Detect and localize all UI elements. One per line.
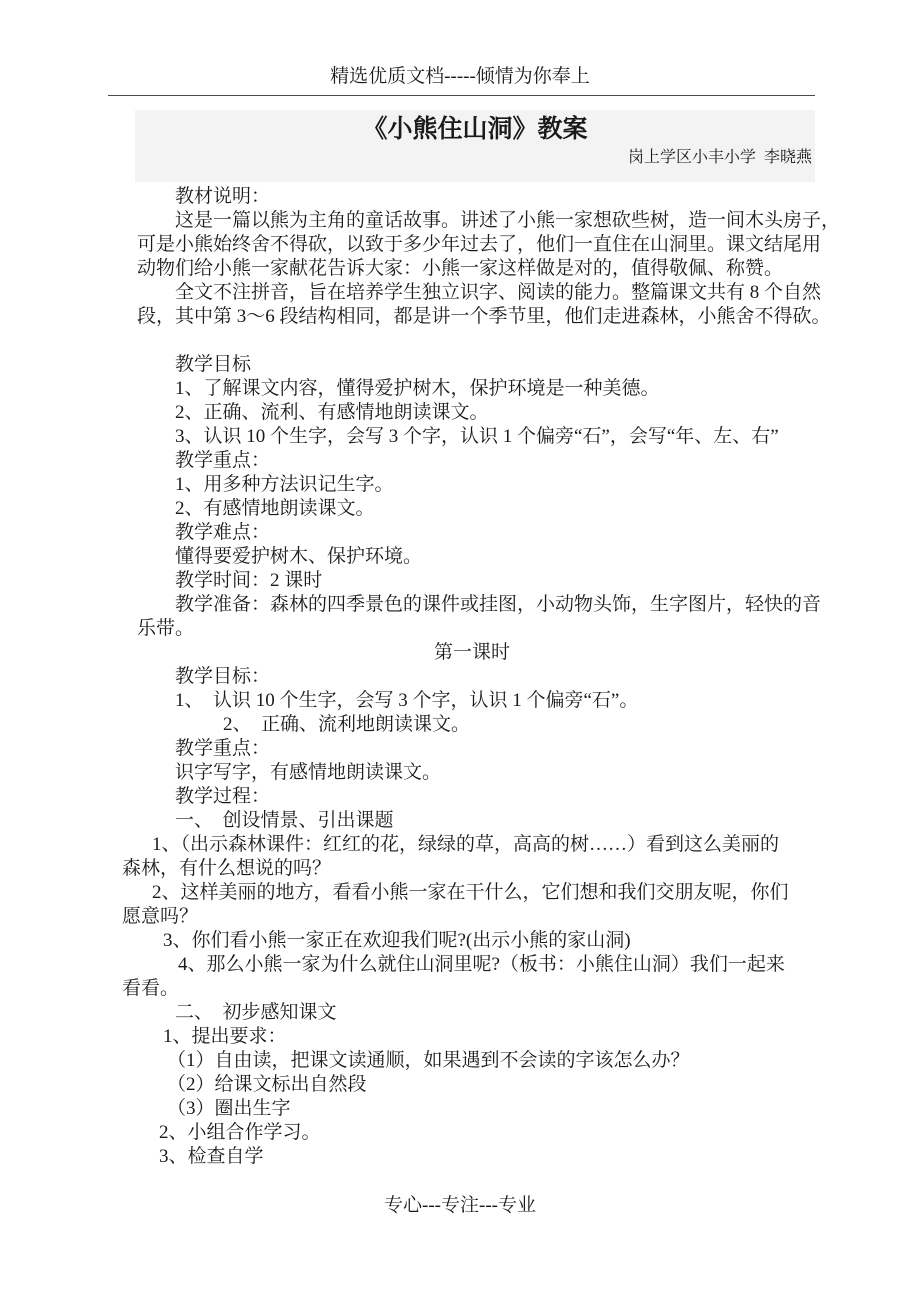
body-line: 4、那么小熊一家为什么就住山洞里呢?（板书：小熊住山洞）我们一起来 xyxy=(178,954,785,975)
body-line: 1、（出示森林课件：红红的花，绿绿的草，高高的树……）看到这么美丽的 xyxy=(152,834,780,855)
body-line: 1、提出要求： xyxy=(163,1026,287,1047)
document-title: 《小熊住山洞》教案 xyxy=(362,116,588,143)
body-line: 1、用多种方法识记生字。 xyxy=(175,474,394,495)
body-line: 教学目标 xyxy=(175,354,252,375)
body-line: 二、 初步感知课文 xyxy=(175,1002,337,1023)
body-line: 1、 认识 10 个生字，会写 3 个字，认识 1 个偏旁“石”。 xyxy=(175,690,639,711)
body-line: 2、 正确、流利地朗读课文。 xyxy=(223,714,471,735)
header-divider xyxy=(108,95,815,96)
page-footer-slogan: 专心---专注---专业 xyxy=(384,1195,536,1216)
body-line: 森林，有什么想说的吗？ xyxy=(122,858,332,879)
body-line: （3）圈出生字 xyxy=(167,1098,291,1119)
author-line: 岗上学区小丰小学 李晓燕 xyxy=(627,149,812,166)
title-block xyxy=(135,110,815,182)
body-line: 可是小熊始终舍不得砍，以致于多少年过去了，他们一直住在山洞里。课文结尾用 xyxy=(137,234,822,255)
body-line: （1）自由读，把课文读通顺，如果遇到不会读的字该怎么办？ xyxy=(167,1050,690,1071)
body-line: 这是一篇以熊为主角的童话故事。讲述了小熊一家想砍些树，造一间木头房子， xyxy=(175,210,841,231)
body-line: 看看。 xyxy=(122,978,180,999)
body-line: 教材说明： xyxy=(175,186,271,207)
body-line: 教学重点： xyxy=(175,450,271,471)
page-header-slogan: 精选优质文档-----倾情为你奉上 xyxy=(330,66,590,87)
body-line: 全文不注拼音，旨在培养学生独立识字、阅读的能力。整篇课文共有 8 个自然 xyxy=(175,282,822,303)
body-line: 2、这样美丽的地方，看看小熊一家在干什么，它们想和我们交朋友呢，你们 xyxy=(152,882,789,903)
body-line: 一、 创设情景、引出课题 xyxy=(175,810,394,831)
body-line: 动物们给小熊一家献花告诉大家：小熊一家这样做是对的，值得敬佩、称赞。 xyxy=(137,258,784,279)
body-line xyxy=(122,329,822,353)
body-line: 1、了解课文内容，懂得爱护树木，保护环境是一种美德。 xyxy=(175,378,660,399)
body-line: 教学过程： xyxy=(175,786,271,807)
body-line: 2、有感情地朗读课文。 xyxy=(175,498,375,519)
body-line: 3、检查自学 xyxy=(159,1146,264,1167)
body-line: 3、认识 10 个生字，会写 3 个字，认识 1 个偏旁“石”，会写“年、左、右” xyxy=(175,426,779,447)
body-line: 懂得要爱护树木、保护环境。 xyxy=(175,546,423,567)
body-line: 识字写字，有感情地朗读课文。 xyxy=(175,762,442,783)
body-line: 教学难点： xyxy=(175,522,271,543)
body-line: 教学时间：2 课时 xyxy=(175,570,323,591)
body-line: 乐带。 xyxy=(137,618,195,639)
body-line: 愿意吗？ xyxy=(122,906,199,927)
body-line: 段，其中第 3～6 段结构相同，都是讲一个季节里，他们走进森林，小熊舍不得砍。 xyxy=(137,306,831,327)
body-line: 第一课时 xyxy=(433,642,510,663)
body-line: （2）给课文标出自然段 xyxy=(167,1074,367,1095)
document-body xyxy=(122,185,841,1169)
body-line: 教学重点： xyxy=(175,738,271,759)
body-line: 2、正确、流利、有感情地朗读课文。 xyxy=(175,402,489,423)
body-line: 3、你们看小熊一家正在欢迎我们呢?(出示小熊的家山洞) xyxy=(163,930,631,951)
body-line: 2、小组合作学习。 xyxy=(159,1122,321,1143)
body-line: 教学目标： xyxy=(175,666,271,687)
body-line: 教学准备：森林的四季景色的课件或挂图，小动物头饰，生字图片，轻快的音 xyxy=(175,594,822,615)
